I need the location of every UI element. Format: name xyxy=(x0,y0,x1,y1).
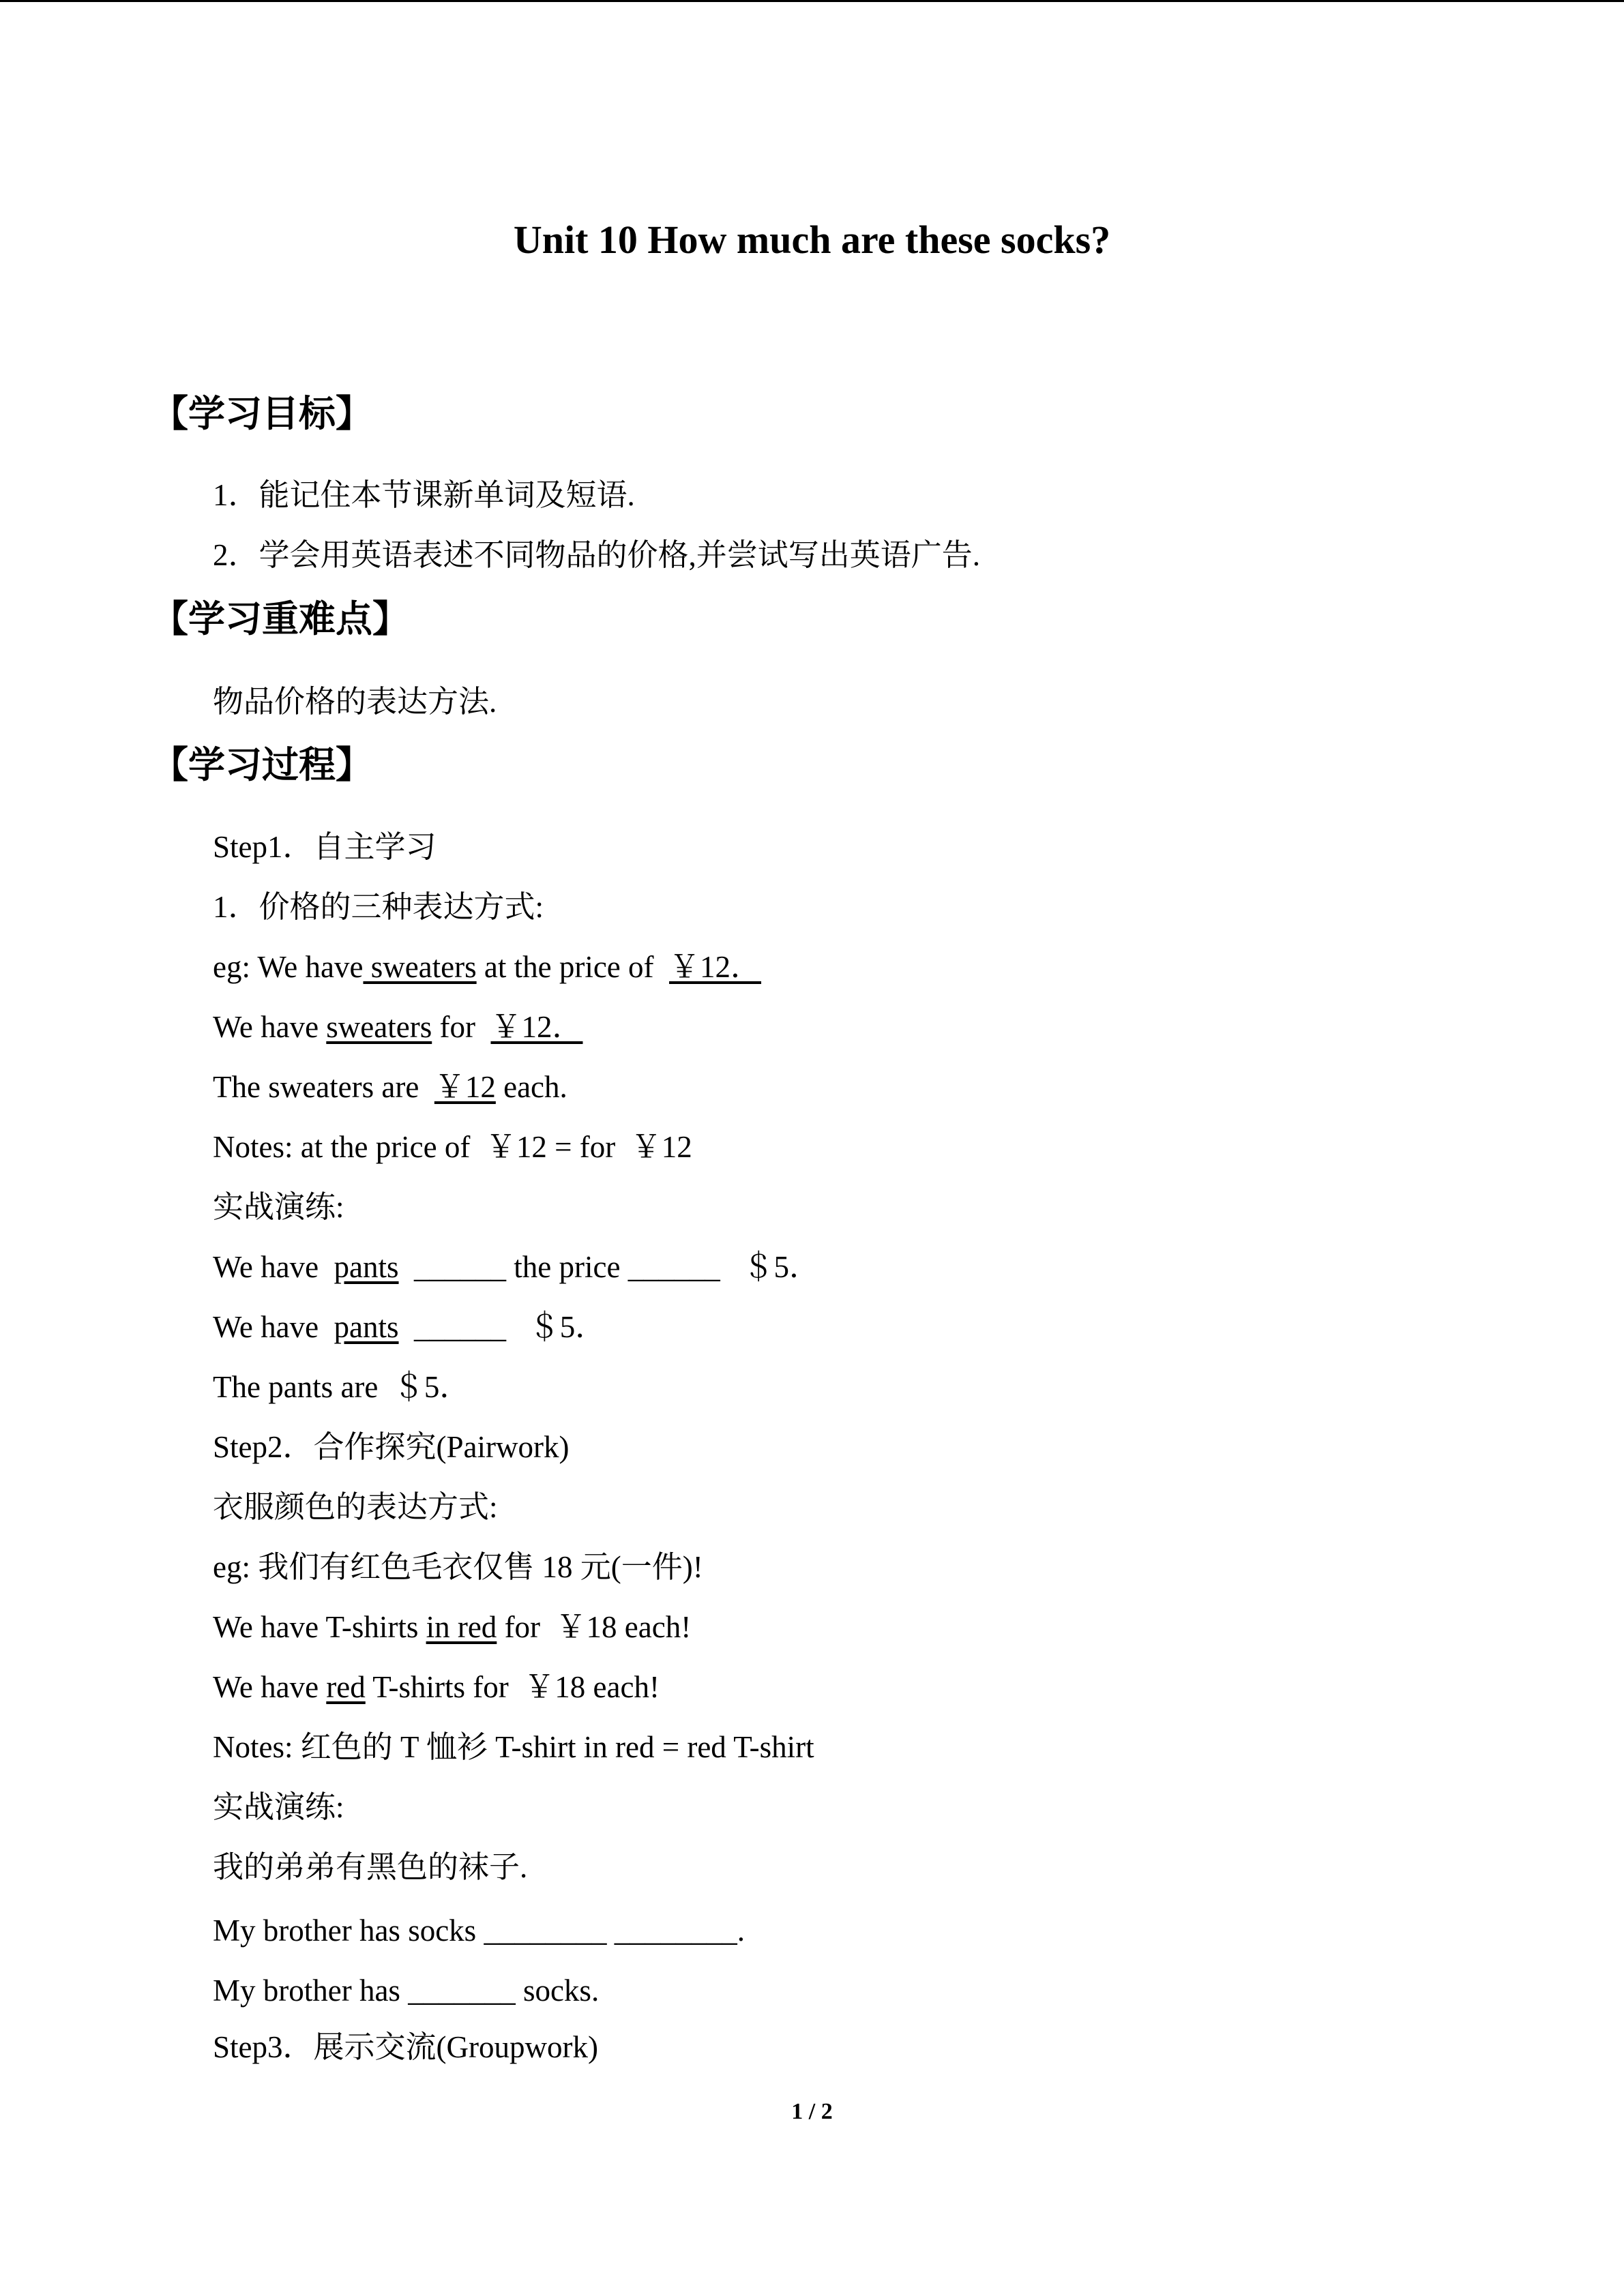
step1-subtitle: 1．价格的三种表达方式: xyxy=(213,890,544,924)
heading-goals: 【学习目标】 xyxy=(151,392,372,435)
step2-question-2: My brother has _______ socks. xyxy=(213,1973,600,2008)
step2-subtitle: 衣服颜色的表达方式: xyxy=(213,1490,498,1524)
step2-line-2: We have red T-shirts for ￥18 each! xyxy=(213,1670,660,1704)
step3-label: Step3．展示交流(Groupwork) xyxy=(213,2030,598,2064)
step1-practice-label: 实战演练: xyxy=(213,1190,344,1224)
heading-process: 【学习过程】 xyxy=(151,743,372,786)
step2-label: Step2．合作探究(Pairwork) xyxy=(213,1430,570,1464)
step1-notes: Notes: at the price of ￥12 = for ￥12 xyxy=(213,1130,692,1164)
practice-line-1: We have pants ______ the price ______ ＄5． xyxy=(213,1250,820,1284)
practice-line-3: The pants are ＄5． xyxy=(213,1370,471,1404)
example-line-1: eg: We have sweaters at the price of ￥12． xyxy=(213,950,762,984)
page-number: 1 / 2 xyxy=(791,2099,833,2124)
step2-notes: Notes: 红色的 T 恤衫 T-shirt in red = red T-shirt xyxy=(213,1730,814,1764)
page-top-border xyxy=(0,0,1624,2)
step2-chinese-prompt: 我的弟弟有黑色的袜子. xyxy=(213,1850,528,1884)
practice-line-2: We have pants ______ ＄5． xyxy=(213,1310,606,1344)
page-title: Unit 10 How much are these socks? xyxy=(513,218,1111,262)
heading-key-points: 【学习重难点】 xyxy=(151,597,409,640)
goal-item-2: 2．学会用英语表述不同物品的价格,并尝试写出英语广告. xyxy=(213,538,981,572)
example-line-2: We have sweaters for ￥12． xyxy=(213,1010,583,1044)
step2-line-1: We have T-shirts in red for ￥18 each! xyxy=(213,1610,692,1644)
step2-question-1: My brother has socks ________ ________. xyxy=(213,1913,745,1948)
step2-practice-label: 实战演练: xyxy=(213,1790,344,1824)
key-point-item: 物品价格的表达方法. xyxy=(213,685,497,719)
step2-example: eg: 我们有红色毛衣仅售 18 元(一件)! xyxy=(213,1550,703,1584)
example-line-3: The sweaters are ￥12 each. xyxy=(213,1070,567,1104)
step1-label: Step1．自主学习 xyxy=(213,830,437,864)
goal-item-1: 1．能记住本节课新单词及短语. xyxy=(213,478,635,512)
